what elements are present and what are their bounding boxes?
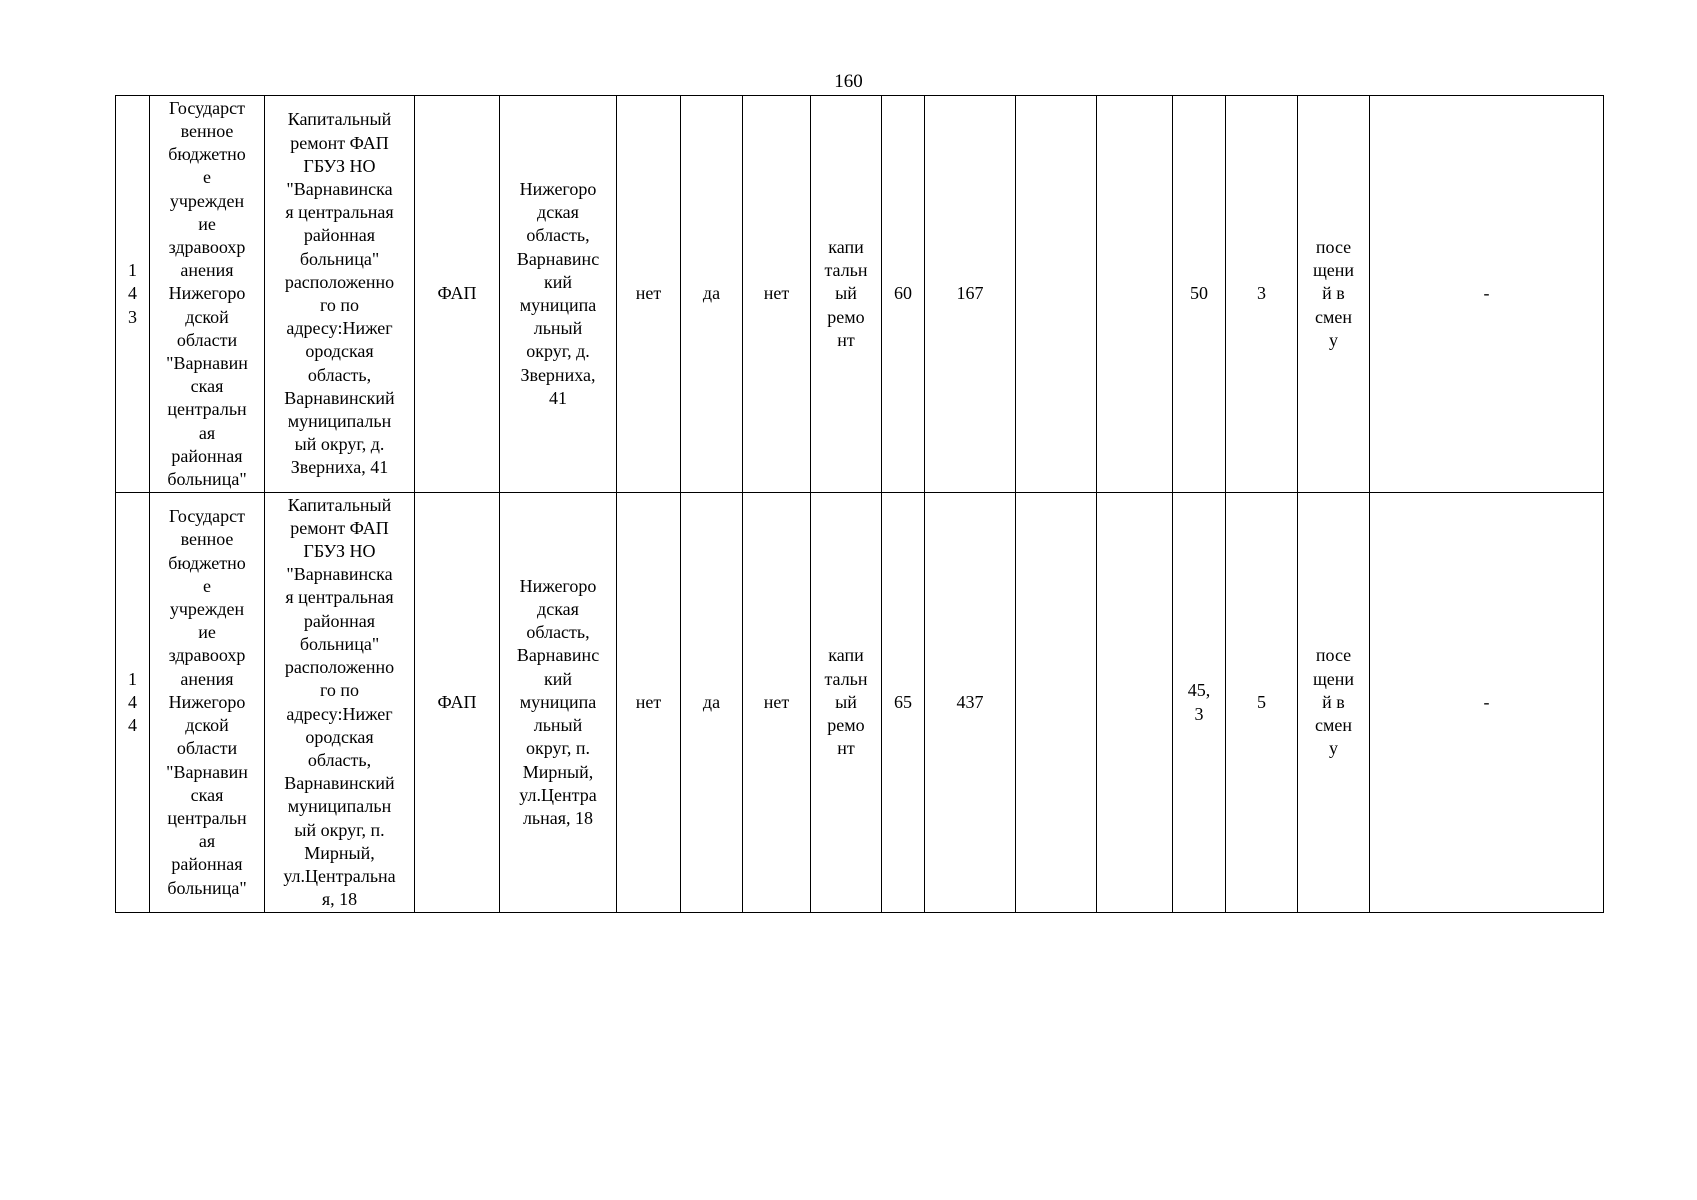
value-cell: [1097, 493, 1173, 913]
work-type: капи тальн ый ремо нт: [811, 96, 882, 493]
table-row: [116, 96, 1604, 493]
object-type: ФАП: [415, 493, 500, 913]
value-cell: 437: [925, 493, 1016, 913]
flag-cell: да: [681, 96, 743, 493]
object-address: Нижегоро дская область, Варнавинс кий муниципа льный округ, п. Мирный, ул.Центра льная, 18: [500, 493, 617, 913]
flag-cell: да: [681, 493, 743, 913]
unit-cell: посе щени й в смен у: [1298, 493, 1370, 913]
unit-cell: посе щени й в смен у: [1298, 96, 1370, 493]
registry-table: [115, 95, 1604, 913]
flag-cell: нет: [743, 96, 811, 493]
page-number: 160: [834, 71, 863, 92]
project-description: Капитальный ремонт ФАП ГБУЗ НО "Варнавинска я центральная районная больница" расположенно го по адресу:Нижег ородская область, Варнавинский муниципальн ый округ, п. Мирный, ул.Центральна я, 18: [265, 493, 415, 913]
value-cell: 65: [882, 493, 925, 913]
flag-cell: нет: [743, 493, 811, 913]
value-cell: [1097, 96, 1173, 493]
value-cell: [1016, 96, 1097, 493]
institution-name: Государст венное бюджетно е учрежден ие здравоохр анения Нижегоро дской области "Варнавин ская центральн ая районная больница": [150, 96, 265, 493]
value-cell: 5: [1226, 493, 1298, 913]
value-cell: 3: [1226, 96, 1298, 493]
value-cell: 167: [925, 96, 1016, 493]
work-type: капи тальн ый ремо нт: [811, 493, 882, 913]
object-address: Нижегоро дская область, Варнавинс кий муниципа льный округ, д. Зверниха, 41: [500, 96, 617, 493]
note-cell: -: [1370, 493, 1604, 913]
object-type: ФАП: [415, 96, 500, 493]
value-cell: 45, 3: [1173, 493, 1226, 913]
institution-name: Государст венное бюджетно е учрежден ие здравоохр анения Нижегоро дской области "Варнавин ская центральн ая районная больница": [150, 493, 265, 913]
note-cell: -: [1370, 96, 1604, 493]
table-row: [116, 493, 1604, 913]
value-cell: 50: [1173, 96, 1226, 493]
project-description: Капитальный ремонт ФАП ГБУЗ НО "Варнавинска я центральная районная больница" расположенно го по адресу:Нижег ородская область, Варнавинский муниципальн ый округ, д. Зверниха, 41: [265, 96, 415, 493]
row-number: 1 4 4: [116, 493, 150, 913]
value-cell: 60: [882, 96, 925, 493]
value-cell: [1016, 493, 1097, 913]
flag-cell: нет: [617, 493, 681, 913]
row-number: 1 4 3: [116, 96, 150, 493]
flag-cell: нет: [617, 96, 681, 493]
